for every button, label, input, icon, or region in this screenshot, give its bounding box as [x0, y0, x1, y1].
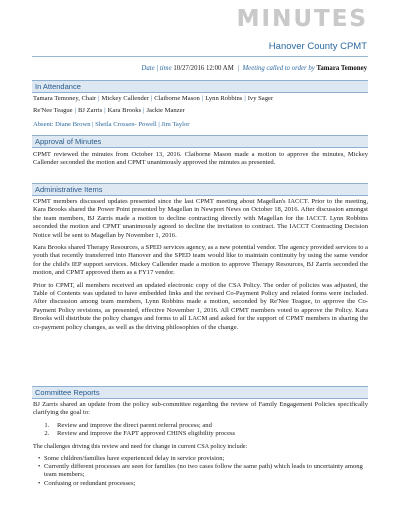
- absent-label: Absent:: [33, 120, 54, 128]
- approval-text: CPMT reviewed the minutes from October 13, 2016. Claiborne Mason made a motion to approve the minutes, Mickey Callender seconded the motion and CPMT unanimously approved the minutes as presented.: [33, 151, 368, 167]
- attendee-name: Lynn Robbins: [205, 95, 243, 102]
- challenge-item: • Some children/families have experienced delay in service provision;: [38, 455, 368, 463]
- goals-list: [51, 422, 368, 439]
- name-separator: |: [74, 107, 76, 115]
- meeting-meta: [141, 65, 367, 72]
- attendee-name: Claiborne Mason: [154, 95, 200, 102]
- name-separator: |: [98, 95, 100, 102]
- document-title: MINUTES: [236, 6, 368, 32]
- attendance-line-1: [33, 95, 368, 103]
- name-separator: |: [150, 95, 153, 102]
- approval-heading: Approval of Minutes: [32, 135, 368, 148]
- attendee-name: Re'Nee Teague: [33, 107, 73, 115]
- name-separator: |: [244, 95, 246, 102]
- called-to-order-value: Tamara Temoney: [316, 65, 367, 72]
- document-subtitle: Hanover County CPMT: [268, 41, 367, 52]
- called-to-order-label: Meeting called to order by: [242, 65, 315, 72]
- admin-block: [33, 198, 368, 336]
- meta-separator: |: [237, 65, 239, 72]
- absent-line: [33, 121, 368, 129]
- absent-names: Diane Brown | Sheila Crossen- Powell | Jim Taylor: [55, 120, 190, 128]
- challenge-item: • Currently different processes are seen for families (no two cases follow the same path) which leads to uncertainty among team members;: [38, 463, 368, 480]
- committee-intro: BJ Zarris shared an update from the policy sub-committee regarding the review of Family Engagement Policies specifically clarifying the goal to:: [33, 401, 368, 417]
- admin-heading: Administrative Items: [32, 183, 368, 196]
- date-label: Date | time: [141, 65, 172, 72]
- challenges-intro: The challenges driving this review and need for change in current CSA policy include:: [33, 442, 248, 450]
- attendance-block: [33, 95, 368, 133]
- challenges-list: [38, 455, 368, 489]
- name-separator: |: [143, 107, 145, 115]
- attendee-name: Tamara Temoney, Chair: [33, 95, 97, 102]
- committee-heading: Committee Reports: [32, 386, 368, 399]
- admin-paragraph-2: Kara Brooks shared Therapy Resources, a SPED services agency, as a new potential vendor. The agency provided services to a youth that recently transferred into Hanover and the SPED team would like to maintain continuity by using the same vendor for the child's IEP support services. Mickey Callender made a motion to approve Therapy Resources, BJ Zarris seconded the motion, and CPMT approved them as a FY17 vendor.: [33, 244, 368, 277]
- attendee-name: Jackie Manzer: [146, 107, 185, 115]
- attendee-name: Kara Brooks: [107, 107, 142, 115]
- attendee-name: Ivy Sager: [247, 95, 274, 102]
- date-value: 10/27/2016 12:00 AM: [173, 65, 234, 72]
- approval-block: [33, 151, 368, 172]
- committee-block: [33, 401, 368, 488]
- attendee-name: BJ Zarris: [77, 107, 103, 115]
- attendance-heading: In Attendance: [32, 80, 368, 93]
- goal-item: 2. Review and improve the FAPT approved CHINS eligibility process: [51, 430, 368, 438]
- goal-item: 1. Review and improve the direct parent referral process; and: [51, 422, 368, 430]
- name-separator: |: [104, 107, 106, 115]
- attendance-line-2: [33, 107, 368, 115]
- attendee-name: Mickey Callender: [101, 95, 149, 102]
- name-separator: |: [201, 95, 204, 102]
- admin-paragraph-1: CPMT members discussed updates presented since the last CPMT meeting about Magellan's IACCT. Prior to the meeting, Kara Brooks shared the Power Point presented by Magellan in Newport News on October 18, 2016. After discussion amongst the team members, BJ Zarris made a motion to decline contracting directly with Magellan for the IACCT. Lynn Robbins seconded the motion and CPMT unanimously agreed to decline the invitation to contract. The IACCT Contracting Decision Notice will be sent to Magellan by November 1, 2016.: [33, 198, 368, 239]
- challenge-item: • Confusing or redundant processes;: [38, 480, 368, 488]
- admin-paragraph-3: Prior to CPMT, all members received an updated electronic copy of the CSA Policy. The order of policies was adjusted, the Table of Contents was updated to have embedded links and the revised Co-Payment Policy and related forms were included. After discussion among team members, Lynn Robbins made a motion, seconded by Re'Nee Teague, to approve the Co-Payment Policy revisions, as presented, effective November 1, 2016. All CPMT members voted to approve the Policy. Kara Brooks will distribute the policy changes and forms to all LACM and asked for the support of CPMT members in sharing the co-payment policy changes, as well as the driving philosophies of the change.: [33, 281, 368, 331]
- header-divider: [32, 56, 368, 57]
